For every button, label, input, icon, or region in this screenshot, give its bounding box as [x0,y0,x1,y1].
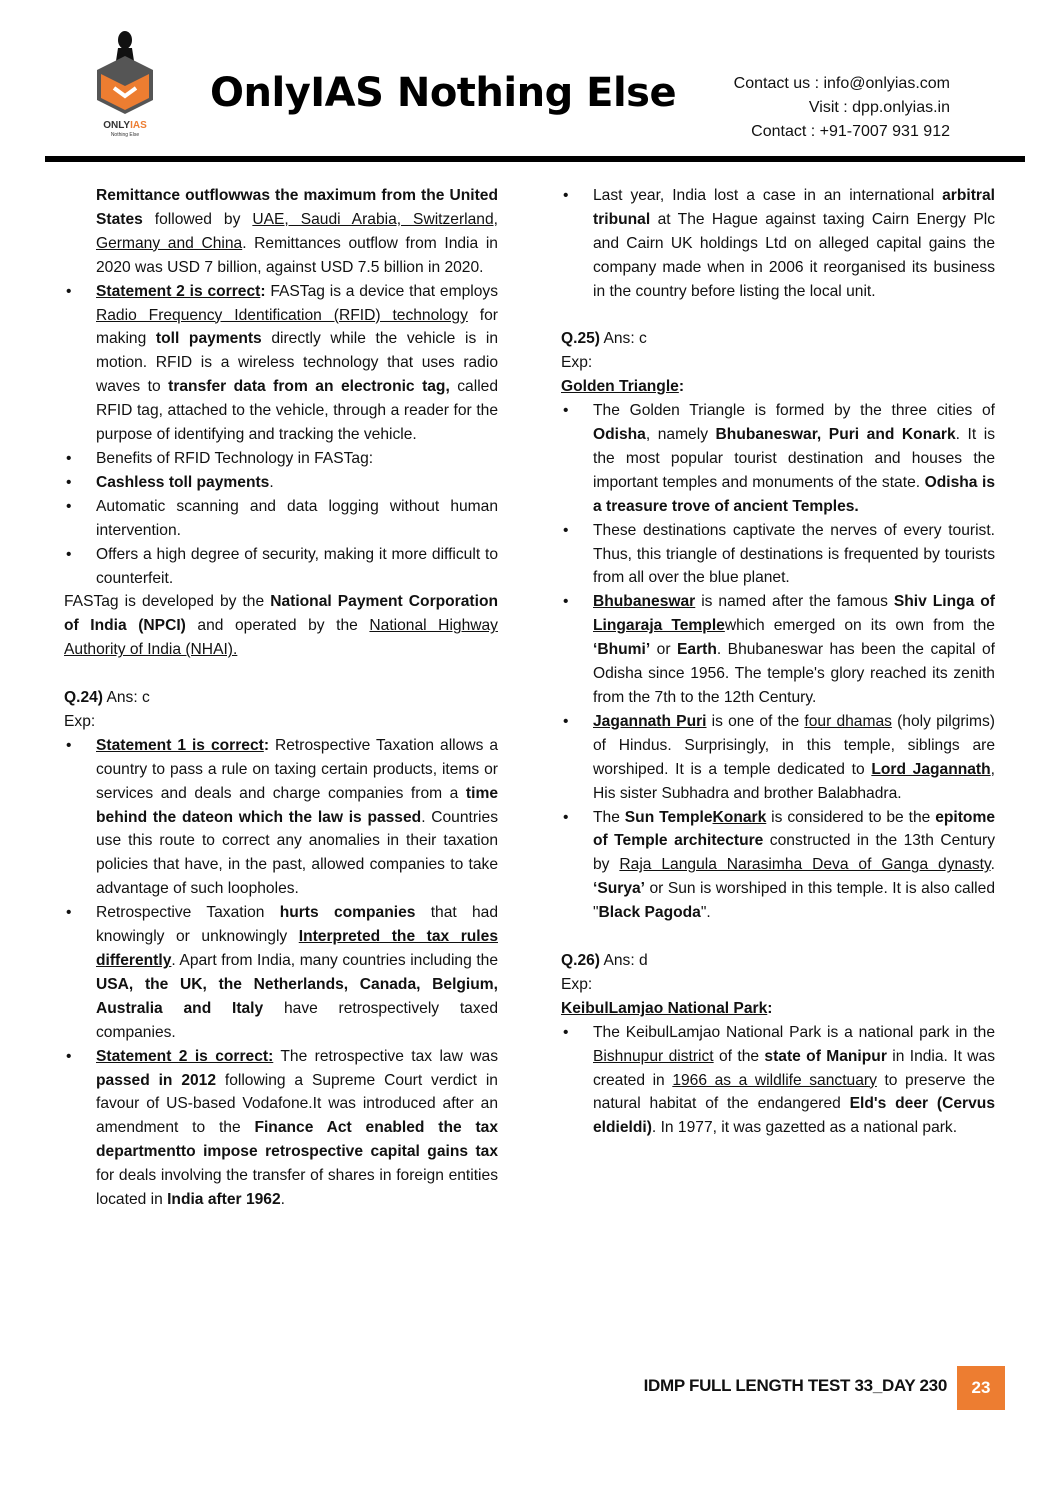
text-run: Q.24) [64,689,103,707]
brand-title: OnlyIAS Nothing Else [210,70,677,116]
text-run: Benefits of RFID Technology in FASTag: [96,449,374,467]
bullet-item [561,184,995,304]
text-run: is considered to be the [766,808,936,826]
bullet-item [561,710,995,806]
paragraph [64,686,498,710]
svg-text:Nothing Else: Nothing Else [110,132,140,138]
text-run: 1966 as a wildlife sanctuary [672,1071,877,1089]
text-run: These destinations captivate the nerves of every tourist. Thus, this triangle of destinations is frequented by tourists from all over the blue planet. [593,521,995,587]
text-run: at The Hague against taxing Cairn Energy Plc and Cairn UK holdings Ltd on alleged capital gains the company made when in 2006 it reorganised its business in the country before listing the local unit. [593,210,995,300]
spacer [561,304,995,328]
text-run: Statement 2 is correct [96,282,261,300]
text-run: . Apart from India, many countries including the [171,951,498,969]
text-run: ‘Surya’ [593,880,646,898]
text-run: Eld's deer (Cervus eldieldi) [593,1095,995,1137]
bullet-item [561,590,995,710]
left-column [64,184,498,1212]
text-run: Bishnupur district [593,1047,714,1065]
text-run: . It is the most popular tourist destination and houses the important temples and monuments of the state. [593,426,995,491]
right-column [561,184,995,1140]
contact-info [734,72,950,144]
text-run: transfer data from an electronic tag, [168,378,450,396]
text-run: : [767,999,773,1017]
text-run: Odisha is a treasure trove of ancient Temples. [593,473,995,515]
text-run: for deals involving the transfer of shares in foreign entities located in [96,1167,498,1209]
text-run: Jagannath Puri [593,712,707,730]
contact-phone: Contact : +91-7007 931 912 [751,123,950,140]
paragraph [64,710,498,734]
text-run: The KeibulLamjao National Park is a national park in the [593,1023,995,1041]
text-run: Finance Act enabled the tax departmentto impose retrospective capital gains tax [96,1119,498,1161]
contact-email: Contact us : info@onlyias.com [733,75,950,92]
text-run: state of Manipur [764,1047,887,1065]
text-run: KeibulLamjao National Park [561,999,768,1017]
paragraph [561,997,995,1021]
text-run: or [650,641,677,659]
text-run: ‘Bhumi’ [593,641,651,659]
text-run: that had knowingly or unknowingly [96,904,498,946]
bullet-item [561,1021,995,1141]
text-run: India after 1962 [167,1191,281,1209]
text-run: : [678,378,685,396]
text-run: Statement 2 is correct: [96,1047,274,1065]
bullet-item [561,519,995,591]
text-run: of the [713,1047,765,1065]
text-run: following a Supreme Court verdict in favour of US-based Vodafone.It was introduced after an amendment to the [96,1071,498,1137]
header-divider [45,156,1025,162]
text-run: passed in 2012 [96,1071,217,1089]
footer-title: IDMP FULL LENGTH TEST 33_DAY 230 [643,1376,947,1395]
text-run: ". [700,904,711,922]
text-run: Shiv Linga of [893,593,995,611]
paragraph [561,351,995,375]
text-run: Black Pagoda [598,904,701,922]
text-run: UAE, Saudi Arabia, Switzerland, Germany and China [96,210,498,252]
text-run: The [593,808,625,826]
bullet-item [64,471,498,495]
text-run: Exp: [64,712,96,730]
text-run: : [260,282,271,300]
text-run: Earth [677,641,717,659]
text-run: followed by [142,210,253,228]
onlyias-logo [92,30,158,138]
text-run: hurts companies [279,904,416,922]
text-run: in India. It was created in [593,1047,995,1089]
text-run: have retrospectively taxed companies. [96,999,498,1041]
text-run: . [280,1191,285,1209]
text-run: Last year, India lost a case in an international [593,187,943,204]
text-run: called RFID tag, attached to the vehicle, through a reader for the purpose of identifying and tracking the vehicle. [96,378,498,444]
text-run: Lord Jagannath [871,760,991,778]
text-run: time behind the dateon which the law is passed [96,784,498,826]
paragraph [561,327,995,351]
text-run: Offers a high degree of security, making it more difficult to counterfeit. [96,545,498,587]
text-run: arbitral tribunal [593,187,995,228]
text-run: National Highway Authority of India (NHAI). [64,617,498,659]
text-run: FASTag is a device that employs [270,282,499,300]
text-run: The Golden Triangle is formed by the three cities of [593,402,995,420]
paragraph [64,590,498,662]
text-run: (holy pilgrims) of Hindus. Surprisingly, in this temple, siblings are worshiped. It is a temple dedicated to [593,712,995,778]
bullet-item [561,399,995,519]
paragraph [561,973,995,997]
bullet-item [64,447,498,471]
text-run: . Remittances outflow from India in 2020 was USD 7 billion, against USD 7.5 billion in 2020. [96,234,498,276]
text-run: Automatic scanning and data logging without human intervention. [96,497,498,539]
text-run: Retrospective Taxation allows a country to pass a rule on taxing certain products, items or services and deals and charge companies from a [96,736,499,802]
text-run: Ans: c [600,330,647,348]
bullet-item [561,806,995,926]
text-run: , namely [645,426,716,444]
text-run: Exp: [561,354,593,372]
text-run: . [269,473,274,491]
text-run: or Sun is worshiped in this temple. It is also called " [593,880,995,922]
text-run: Odisha [593,426,646,444]
text-run: is named after the famous [695,593,894,611]
text-run: . [990,856,995,874]
text-run: : [263,736,275,754]
text-run: Q.26) [561,951,600,969]
text-run: and operated by the [185,617,370,635]
bullet-item [64,734,498,901]
text-run: Retrospective Taxation [96,904,280,922]
bullet-item [64,280,498,447]
paragraph [64,184,498,280]
text-run: Ans: c [103,689,150,707]
text-run: directly while the vehicle is in motion. RFID is a wireless technology that uses radio waves to [96,330,499,396]
bullet-item [64,543,498,591]
text-run: Lingaraja Temple [593,617,725,635]
text-run: The retrospective tax law was [273,1047,498,1065]
bullet-item [64,901,498,1044]
bullet-item [64,495,498,543]
bullet-item [64,1045,498,1212]
text-run: . In 1977, it was gazetted as a national park. [651,1119,958,1137]
paragraph [561,949,995,973]
svg-text:ONLYIAS: ONLYIAS [103,120,147,131]
page-number: 23 [957,1366,1005,1410]
text-run: which emerged on its own from the [724,617,995,635]
text-run: for making [96,306,498,348]
text-run: constructed in the 13th Century by [593,832,995,874]
text-run: . Bhubaneswar has been the capital of Odisha since 1956. The temple's glory reached its zenith from the 7th to the 12th Century. [593,641,995,707]
text-run: Konark [712,808,767,826]
text-run: Bhubaneswar, Puri and Konark [715,426,956,444]
text-run: Remittance outflowwas the maximum from the United States [96,187,498,228]
text-run: Exp: [561,975,593,993]
text-run: USA, the UK, the Netherlands, Canada, Belgium, Australia and Italy [96,975,498,1017]
paragraph [561,375,995,399]
text-run: four dhamas [804,712,892,730]
text-run: Sun Temple [624,808,713,826]
text-run: Interpreted the tax rules differently [96,928,498,969]
page-footer [600,1366,1005,1410]
text-run: Statement 1 is correct [96,736,264,754]
text-run: epitome of Temple architecture [593,808,995,850]
text-run: Raja Langula Narasimha Deva of Ganga dynasty [619,856,991,874]
text-run: Radio Frequency Identification (RFID) technology [96,306,468,324]
text-run: Ans: d [600,951,648,969]
text-run: is one of the [706,712,805,730]
text-run: to preserve the natural habitat of the endangered [593,1071,995,1113]
text-run: , His sister Subhadra and brother Balabhadra. [593,760,995,802]
text-run: Golden Triangle [561,378,679,396]
spacer [561,925,995,949]
text-run: National Payment Corporation of India (NPCI) [64,593,499,635]
website: Visit : dpp.onlyias.in [808,99,950,116]
text-run: . Countries use this route to correct any anomalies in their taxation policies that have, in the past, allowed companies to take advantage of such loopholes. [96,808,498,898]
text-run: FASTag is developed by the [64,593,271,611]
text-run: toll payments [155,330,262,348]
text-run: Q.25) [561,330,600,348]
spacer [64,662,498,686]
text-run: Bhubaneswar [593,593,696,611]
text-run: Cashless toll payments [96,473,270,491]
